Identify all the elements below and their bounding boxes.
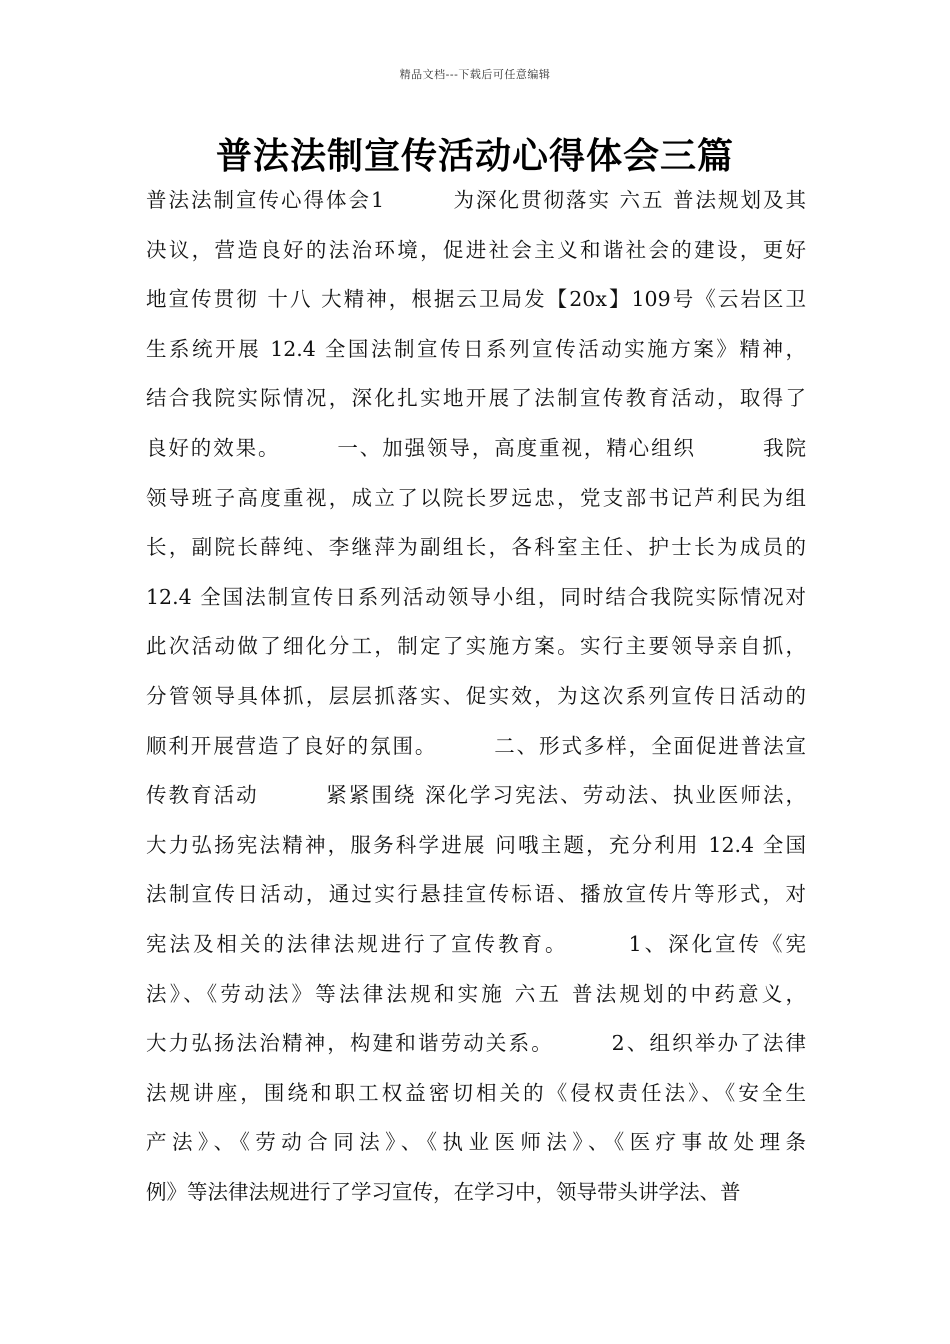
text-line: 此次活动做了细化分工，制定了实施方案。实行主要领导亲自抓，: [146, 634, 806, 659]
text-line: 12.4 全国法制宣传日系列活动领导小组，同时结合我院实际情况对: [146, 584, 806, 609]
text-line: 结合我院实际情况，深化扎实地开展了法制宣传教育活动，取得了: [146, 386, 806, 411]
body-text: [146, 180, 806, 1221]
text-line: 决议，营造良好的法治环境，促进社会主义和谐社会的建设，更好: [146, 237, 806, 262]
text-line: 领导班子高度重视，成立了以院长罗远忠，党支部书记芦利民为组: [146, 485, 806, 510]
text-line: 生系统开展 12.4 全国法制宣传日系列宣传活动实施方案》精神，: [146, 336, 806, 361]
page-header: 精品文档---下载后可任意编辑: [399, 68, 551, 81]
text-line: 法》、《劳动法》等法律法规和实施 六五 普法规划的中药意义，: [146, 981, 806, 1006]
text-line: 地宣传贯彻 十八 大精神，根据云卫局发【20x】109号《云岩区卫: [146, 287, 806, 312]
text-line: 长，副院长薛纯、李继萍为副组长，各科室主任、护士长为成员的: [146, 535, 806, 560]
text-line: 顺利开展营造了良好的氛围。 二、形式多样，全面促进普法宣: [146, 733, 806, 758]
text-line: 分管领导具体抓，层层抓落实、促实效，为这次系列宣传日活动的: [146, 683, 806, 708]
text-line: 法制宣传日活动，通过实行悬挂宣传标语、播放宣传片等形式，对: [146, 882, 806, 907]
document-title: 普法法制宣传活动心得体会三篇: [215, 136, 734, 177]
text-line: 例》等法律法规进行了学习宣传，在学习中，领导带头讲学法、普: [146, 1179, 741, 1204]
text-line: 大力弘扬宪法精神，服务科学进展 问哦主题，充分利用 12.4 全国: [146, 832, 806, 857]
text-line: 普法法制宣传心得体会1 为深化贯彻落实 六五 普法规划及其: [146, 188, 806, 212]
text-line: 宪法及相关的法律法规进行了宣传教育。 1、深化宣传《宪: [146, 931, 806, 956]
text-line: 大力弘扬法治精神，构建和谐劳动关系。 2、组织举办了法律: [146, 1031, 806, 1056]
text-line: 产法》、《劳动合同法》、《执业医师法》、《医疗事故处理条: [146, 1130, 806, 1155]
text-line: 良好的效果。 一、加强领导，高度重视，精心组织 我院: [146, 435, 806, 460]
text-line: 传教育活动 紧紧围绕 深化学习宪法、劳动法、执业医师法，: [146, 783, 806, 808]
text-line: 法规讲座，围绕和职工权益密切相关的《侵权责任法》、《安全生: [146, 1080, 806, 1105]
